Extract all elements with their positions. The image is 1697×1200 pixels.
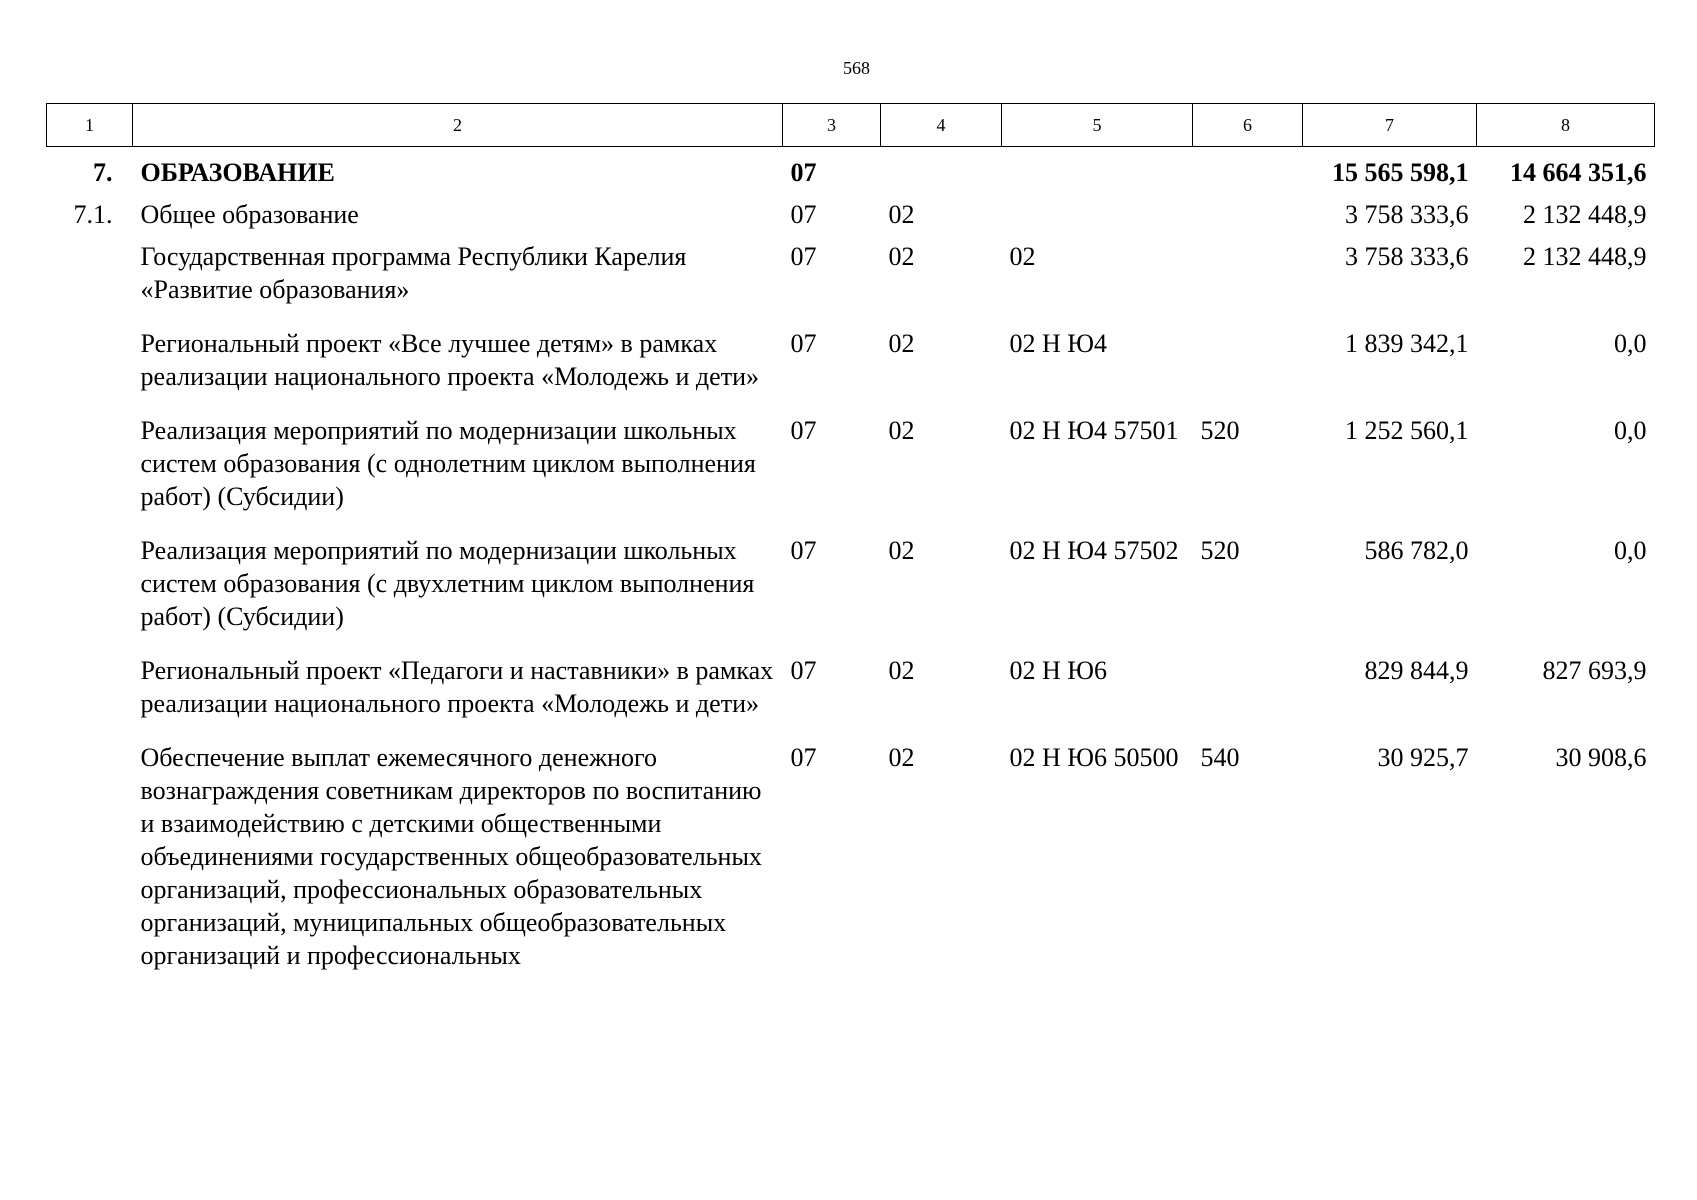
row-name: Региональный проект «Все лучшее детям» в рамках реализации национального проекта «Молодежь и дети» <box>140 329 759 391</box>
row-expense-type <box>1193 231 1303 318</box>
row-section: 07 <box>790 416 817 445</box>
row-name: Реализация мероприятий по модернизации школьных систем образования (с двухлетним циклом выполнения работ) (Субсидии) <box>140 536 755 631</box>
header-col-4: 4 <box>881 104 1002 147</box>
row-expense-type: 540 <box>1200 743 1240 772</box>
row-target-code: 02 Н Ю4 57502 <box>1009 536 1179 565</box>
table-row <box>47 645 1655 732</box>
row-number: 7.1. <box>73 200 113 229</box>
row-amount-7: 829 844,9 <box>1364 656 1469 685</box>
row-target-code <box>1002 147 1193 190</box>
page-number: 568 <box>843 58 870 78</box>
table-row <box>47 405 1655 525</box>
row-number <box>47 231 133 318</box>
row-subsection: 02 <box>888 743 915 772</box>
row-amount-8: 30 908,6 <box>1555 743 1647 772</box>
row-number <box>47 405 133 525</box>
header-row <box>47 104 1655 147</box>
table-row <box>47 231 1655 318</box>
table-row <box>47 318 1655 405</box>
row-amount-7: 3 758 333,6 <box>1345 242 1469 271</box>
row-target-code: 02 Н Ю6 <box>1009 656 1107 685</box>
row-target-code <box>1002 189 1193 231</box>
row-section: 07 <box>790 158 817 187</box>
row-name: Общее образование <box>140 200 359 229</box>
row-number <box>47 732 133 972</box>
header-col-7: 7 <box>1303 104 1477 147</box>
table-row <box>47 147 1655 190</box>
row-subsection <box>881 147 1002 190</box>
row-number <box>47 525 133 645</box>
row-amount-8: 2 132 448,9 <box>1523 200 1647 229</box>
row-section: 07 <box>790 536 817 565</box>
row-target-code: 02 <box>1009 242 1036 271</box>
row-expense-type <box>1193 645 1303 732</box>
row-expense-type: 520 <box>1200 536 1240 565</box>
row-name: Обеспечение выплат ежемесячного денежного вознаграждения советникам директоров по воспитанию и взаимодействию с детскими общественными объединениями государственных общеобразовательных организаций, профессиональных образовательных организаций, муниципальных общеобразовательных организаций и профессиональных <box>140 743 762 970</box>
row-target-code: 02 Н Ю6 50500 <box>1009 743 1179 772</box>
row-section: 07 <box>790 329 817 358</box>
row-subsection: 02 <box>888 656 915 685</box>
row-expense-type <box>1193 147 1303 190</box>
table-row <box>47 189 1655 231</box>
table-row <box>47 525 1655 645</box>
header-col-8: 8 <box>1477 104 1655 147</box>
table-row <box>47 732 1655 972</box>
row-subsection: 02 <box>888 242 915 271</box>
row-subsection: 02 <box>888 200 915 229</box>
row-name: Региональный проект «Педагоги и наставники» в рамках реализации национального проекта «Молодежь и дети» <box>140 656 774 718</box>
row-expense-type <box>1193 189 1303 231</box>
row-section: 07 <box>790 656 817 685</box>
row-section: 07 <box>790 743 817 772</box>
row-name: Реализация мероприятий по модернизации школьных систем образования (с однолетним циклом выполнения работ) (Субсидии) <box>140 416 756 511</box>
row-amount-8: 2 132 448,9 <box>1523 242 1647 271</box>
row-expense-type: 520 <box>1200 416 1240 445</box>
row-number <box>47 318 133 405</box>
row-subsection: 02 <box>888 536 915 565</box>
row-amount-8: 0,0 <box>1614 329 1647 358</box>
header-col-5: 5 <box>1002 104 1193 147</box>
row-target-code: 02 Н Ю4 57501 <box>1009 416 1179 445</box>
header-col-1: 1 <box>47 104 133 147</box>
row-number <box>47 645 133 732</box>
row-amount-7: 1 839 342,1 <box>1345 329 1469 358</box>
budget-table <box>46 103 1655 972</box>
row-section: 07 <box>790 242 817 271</box>
row-amount-8: 0,0 <box>1614 536 1647 565</box>
row-subsection: 02 <box>888 329 915 358</box>
row-amount-8: 0,0 <box>1614 416 1647 445</box>
row-section: 07 <box>790 200 817 229</box>
row-number: 7. <box>93 158 113 187</box>
row-expense-type <box>1193 318 1303 405</box>
row-name: ОБРАЗОВАНИЕ <box>140 158 335 187</box>
row-amount-7: 30 925,7 <box>1377 743 1469 772</box>
row-target-code: 02 Н Ю4 <box>1009 329 1107 358</box>
header-col-2: 2 <box>133 104 783 147</box>
row-amount-7: 3 758 333,6 <box>1345 200 1469 229</box>
row-subsection: 02 <box>888 416 915 445</box>
header-col-3: 3 <box>783 104 881 147</box>
row-amount-7: 1 252 560,1 <box>1345 416 1469 445</box>
row-amount-7: 15 565 598,1 <box>1332 158 1469 187</box>
header-col-6: 6 <box>1193 104 1303 147</box>
row-amount-8: 827 693,9 <box>1542 656 1647 685</box>
row-name: Государственная программа Республики Карелия «Развитие образования» <box>140 242 687 304</box>
row-amount-8: 14 664 351,6 <box>1510 158 1647 187</box>
row-amount-7: 586 782,0 <box>1364 536 1469 565</box>
